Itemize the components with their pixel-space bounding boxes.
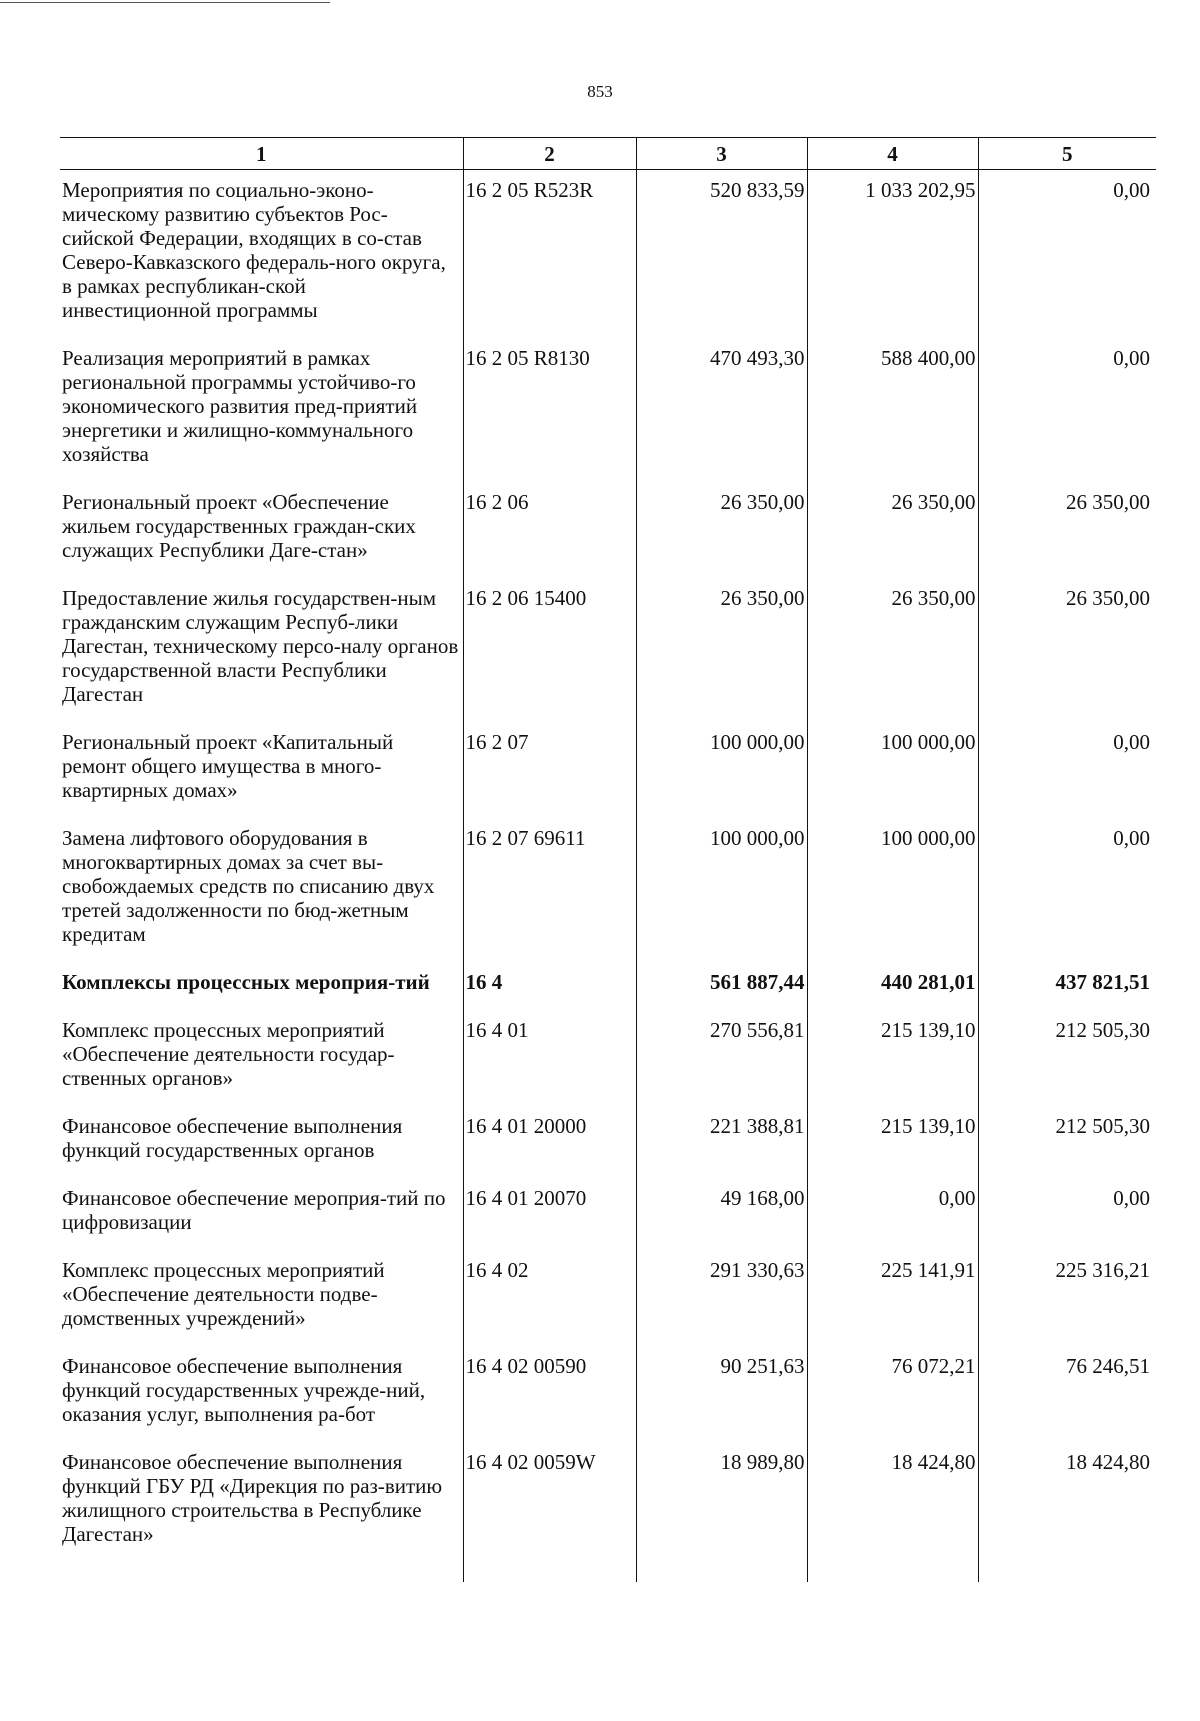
row-name: Региональный проект «Обеспечение жильем государственных граждан-ских служащих Республики Даге-стан» [62,490,416,562]
row-name: Комплекс процессных мероприятий «Обеспечение деятельности подве-домственных учреждений» [62,1258,385,1330]
row-name: Реализация мероприятий в рамках региональной программы устойчиво-го экономического развития пред-приятий энергетики и жилищно-коммунального хозяйства [62,346,418,466]
table-row [60,1106,1156,1178]
table-row [60,1178,1156,1250]
col-header-2: 2 [463,138,636,170]
table-row [60,722,1156,818]
row-code: 16 4 02 [463,1250,636,1346]
row-code: 16 4 01 [463,1010,636,1106]
header-row [60,138,1156,170]
row-value-3: 18 989,80 [636,1442,807,1582]
row-value-5: 212 505,30 [978,1106,1156,1178]
row-value-5: 212 505,30 [978,1010,1156,1106]
row-value-5: 437 821,51 [978,962,1156,1010]
table-row-total [60,962,1156,1010]
row-value-4: 100 000,00 [807,722,978,818]
row-value-4: 225 141,91 [807,1250,978,1346]
row-code: 16 4 [463,962,636,1010]
row-value-3: 470 493,30 [636,338,807,482]
row-name: Финансовое обеспечение выполнения функций государственных органов [62,1114,403,1162]
row-name: Мероприятия по социально-эконо-мическому развитию субъектов Рос-сийской Федерации, входящих в со-став Северо-Кавказского федераль-ного округа, в рамках республикан-ской инвестиционной программы [62,178,446,322]
row-value-3: 100 000,00 [636,722,807,818]
row-name: Финансовое обеспечение выполнения функций ГБУ РД «Дирекция по раз-витию жилищного строительства в Республике Дагестан» [62,1450,443,1546]
row-value-5: 0,00 [978,1178,1156,1250]
row-code: 16 2 05 R523R [463,170,636,339]
row-value-5: 18 424,80 [978,1442,1156,1582]
table-row [60,1346,1156,1442]
row-code: 16 2 06 15400 [463,578,636,722]
row-value-5: 26 350,00 [978,578,1156,722]
row-value-4: 0,00 [807,1178,978,1250]
row-code: 16 4 01 20000 [463,1106,636,1178]
table-row [60,818,1156,962]
row-value-5: 0,00 [978,338,1156,482]
row-value-4: 1 033 202,95 [807,170,978,339]
col-header-3: 3 [636,138,807,170]
row-value-4: 588 400,00 [807,338,978,482]
row-value-4: 440 281,01 [807,962,978,1010]
row-name: Финансовое обеспечение выполнения функций государственных учрежде-ний, оказания услуг, выполнения ра-бот [62,1354,426,1426]
table-row [60,1442,1156,1582]
row-code: 16 2 06 [463,482,636,578]
row-name: Региональный проект «Капитальный ремонт общего имущества в много-квартирных домах» [62,730,394,802]
row-code: 16 4 02 00590 [463,1346,636,1442]
row-value-4: 18 424,80 [807,1442,978,1582]
row-name: Комплекс процессных мероприятий «Обеспечение деятельности государ-ственных органов» [62,1018,395,1090]
row-value-3: 26 350,00 [636,482,807,578]
row-value-3: 49 168,00 [636,1178,807,1250]
row-code: 16 4 01 20070 [463,1178,636,1250]
table-row [60,338,1156,482]
row-name: Предоставление жилья государствен-ным гражданским служащим Респуб-лики Дагестан, техническому персо-налу органов государственной власти Республики Дагестан [62,586,459,706]
row-value-3: 90 251,63 [636,1346,807,1442]
row-code: 16 2 07 69611 [463,818,636,962]
col-header-4: 4 [807,138,978,170]
row-value-4: 215 139,10 [807,1010,978,1106]
table-row [60,170,1156,339]
page-number: 853 [587,82,613,101]
row-value-5: 0,00 [978,722,1156,818]
row-value-5: 0,00 [978,818,1156,962]
row-value-4: 100 000,00 [807,818,978,962]
row-value-3: 270 556,81 [636,1010,807,1106]
col-header-5: 5 [978,138,1156,170]
row-value-4: 215 139,10 [807,1106,978,1178]
budget-table [60,137,1156,1582]
table-row [60,1010,1156,1106]
row-value-4: 26 350,00 [807,482,978,578]
row-value-3: 221 388,81 [636,1106,807,1178]
row-value-3: 291 330,63 [636,1250,807,1346]
table-row [60,482,1156,578]
row-name: Замена лифтового оборудования в многоквартирных домах за счет вы-свобождаемых средств по списанию двух третей задолженности по бюд-жетным кредитам [62,826,435,946]
top-edge-rule [0,2,330,3]
row-value-4: 76 072,21 [807,1346,978,1442]
row-value-5: 0,00 [978,170,1156,339]
row-name: Финансовое обеспечение мероприя-тий по цифровизации [62,1186,446,1234]
row-value-3: 561 887,44 [636,962,807,1010]
row-name: Комплексы процессных мероприя-тий [62,970,430,994]
col-header-1: 1 [60,138,463,170]
row-value-5: 225 316,21 [978,1250,1156,1346]
row-value-5: 76 246,51 [978,1346,1156,1442]
row-value-3: 26 350,00 [636,578,807,722]
row-code: 16 2 05 R8130 [463,338,636,482]
row-value-3: 520 833,59 [636,170,807,339]
row-value-5: 26 350,00 [978,482,1156,578]
table-row [60,578,1156,722]
row-value-4: 26 350,00 [807,578,978,722]
row-value-3: 100 000,00 [636,818,807,962]
row-code: 16 4 02 0059W [463,1442,636,1582]
row-code: 16 2 07 [463,722,636,818]
table-row [60,1250,1156,1346]
